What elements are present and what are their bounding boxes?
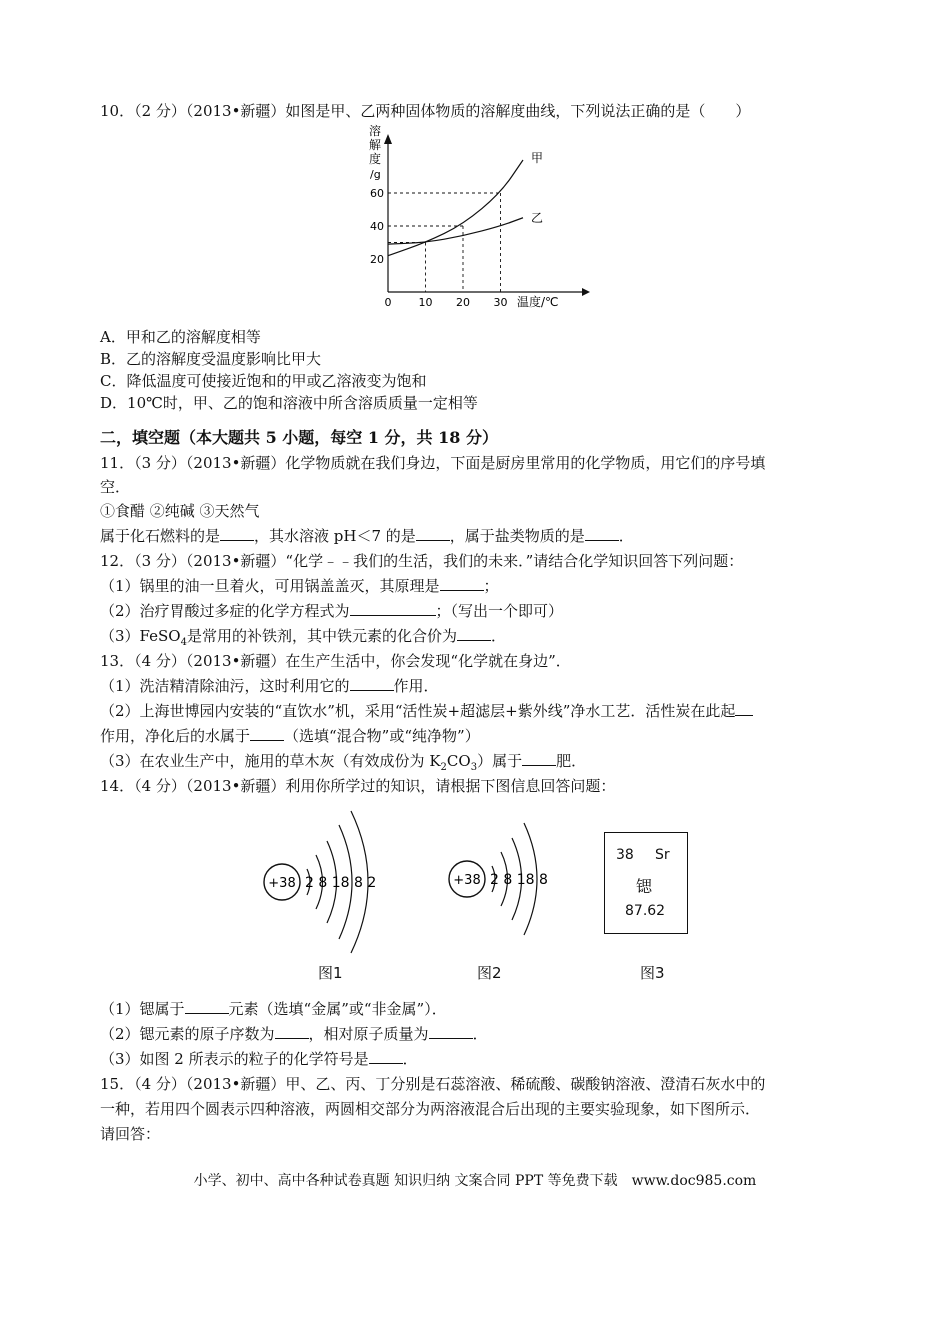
answer-blank (585, 526, 619, 541)
q10-option-d: D．10℃时，甲、乙的饱和溶液中所含溶质质量一定相等 (100, 394, 478, 412)
y-tick-label: 40 (370, 220, 384, 233)
q11-stem-2: 空． (100, 478, 131, 496)
atom-diagram-1 (255, 805, 405, 955)
q12-sub-1: （1）锅里的油一旦着火，可用锅盖盖灭，其原理是 ； (100, 577, 499, 595)
answer-blank (350, 676, 394, 691)
answer-blank (440, 576, 484, 591)
q11-questions: 属于化石燃料的是 ，其水溶液 pH＜7 的是 ，属于盐类物质的是 ． (100, 527, 634, 545)
y-tick-label: 20 (370, 253, 384, 266)
element-symbol: Sr (655, 847, 670, 863)
atomic-number: 38 (616, 847, 634, 863)
q10-option-b: B．乙的溶解度受温度影响比甲大 (100, 350, 322, 368)
chart-ylabel-3: 度 (369, 152, 382, 166)
q10-stem: 10．（2 分）（2013•新疆）如图是甲、乙两种固体物质的溶解度曲线，下列说法正确的是（ ） (100, 102, 751, 120)
element-name: 锶 (636, 877, 653, 896)
atom-diagram-2 (440, 815, 570, 945)
answer-blank (416, 526, 450, 541)
q15-line-1: 15．（4 分）（2013•新疆）甲、乙、丙、丁分别是石蕊溶液、稀硫酸、碳酸钠溶液、澄清石灰水中的 (100, 1075, 766, 1093)
q10-option-c: C．降低温度可使接近饱和的甲或乙溶液变为饱和 (100, 372, 427, 390)
q13-sub-2b: 作用，净化后的水属于 （选填“混合物”或“纯净物”） (100, 727, 480, 745)
x-tick-label: 10 (418, 296, 433, 309)
answer-blank (522, 751, 556, 766)
q12-sub-3: （3）FeSO$_4$是常用的补铁剂，其中铁元素的化合价为 ． (100, 627, 506, 648)
q14-sub-3: （3）如图 2 所表示的粒子的化学符号是 ． (100, 1050, 418, 1068)
electron-shells-2: 2 8 18 8 (490, 872, 548, 888)
q14-sub-1: （1）锶属于 元素（选填“金属”或“非金属”）． (100, 1000, 447, 1018)
solubility-chart (360, 122, 600, 312)
y-axis-arrow (384, 134, 392, 144)
answer-blank (369, 1049, 403, 1064)
answer-blank (429, 1024, 473, 1039)
x-tick-label: 30 (493, 296, 508, 309)
q13-sub-3: （3）在农业生产中，施用的草木灰（有效成份为 $K_2CO_3$）属于 肥． (100, 752, 587, 773)
chart-ylabel-1: 溶 (369, 124, 382, 138)
q15-line-2: 一种，若用四个圆表示四种溶液，两圆相交部分为两溶液混合后出现的主要实验现象，如下图所示． (100, 1100, 761, 1118)
figure-caption-2: 图2 (477, 964, 502, 982)
series-line-1 (388, 160, 523, 256)
x-tick-label: 0 (384, 296, 392, 309)
q14-sub-2: （2）锶元素的原子序数为 ，相对原子质量为 ． (100, 1025, 488, 1043)
y-tick-label: 60 (370, 187, 384, 200)
nucleus-charge-2: +38 (453, 873, 481, 888)
q13-stem: 13．（4 分）（2013•新疆）在生产生活中，你会发现“化学就在身边”． (100, 652, 571, 670)
answer-blank (250, 726, 284, 741)
q14-stem: 14．（4 分）（2013•新疆）利用你所学过的知识，请根据下图信息回答问题： (100, 777, 616, 795)
electron-shells-1: 2 8 18 8 2 (305, 875, 377, 891)
nucleus-charge-1: +38 (268, 876, 296, 891)
series-label-2: 乙 (531, 210, 544, 225)
answer-blank (350, 601, 436, 616)
q11-items: ①食醋 ②纯碱 ③天然气 (100, 502, 260, 520)
series-label-1: 甲 (531, 151, 544, 165)
answer-blank (220, 526, 254, 541)
chart-ylabel-4: /g (370, 168, 381, 181)
answer-blank (185, 999, 229, 1014)
q10-option-a: A．甲和乙的溶解度相等 (100, 328, 261, 346)
chart-ylabel-2: 解 (369, 138, 382, 152)
x-tick-label: 20 (456, 296, 470, 309)
atomic-mass: 87.62 (625, 903, 666, 919)
page-footer: 小学、初中、高中各种试卷真题 知识归纳 文案合同 PPT 等免费下载 www.doc985.com (193, 1173, 757, 1189)
q13-sub-2: （2）上海世博园内安装的“直饮水”机，采用“活性炭+超滤层+紫外线”净水工艺．活性炭在此起 (100, 700, 753, 722)
chart-xlabel: 温度/℃ (517, 295, 559, 309)
q12-sub-2: （2）治疗胃酸过多症的化学方程式为 ；（写出一个即可） (100, 602, 564, 620)
figure-caption-3: 图3 (640, 964, 665, 982)
series-line-2 (388, 218, 523, 244)
figure-caption-1: 图1 (318, 964, 343, 982)
answer-blank (735, 701, 753, 716)
answer-blank (275, 1024, 309, 1039)
x-axis-arrow (582, 288, 590, 296)
section-title: 二，填空题（本大题共 5 小题，每空 1 分，共 18 分） (100, 428, 498, 447)
q15-line-3: 请回答： (100, 1125, 161, 1143)
q11-stem-1: 11．（3 分）（2013•新疆）化学物质就在我们身边，下面是厨房里常用的化学物质，用它们的序号填 (100, 454, 766, 472)
answer-blank (457, 626, 491, 641)
element-box (604, 832, 688, 934)
q13-sub-1: （1）洗洁精清除油污，这时利用它的 作用． (100, 677, 439, 695)
q12-stem: 12．（3 分）（2013•新疆）“化学﹣﹣我们的生活，我们的未来．”请结合化学知识回答下列问题： (100, 552, 744, 570)
